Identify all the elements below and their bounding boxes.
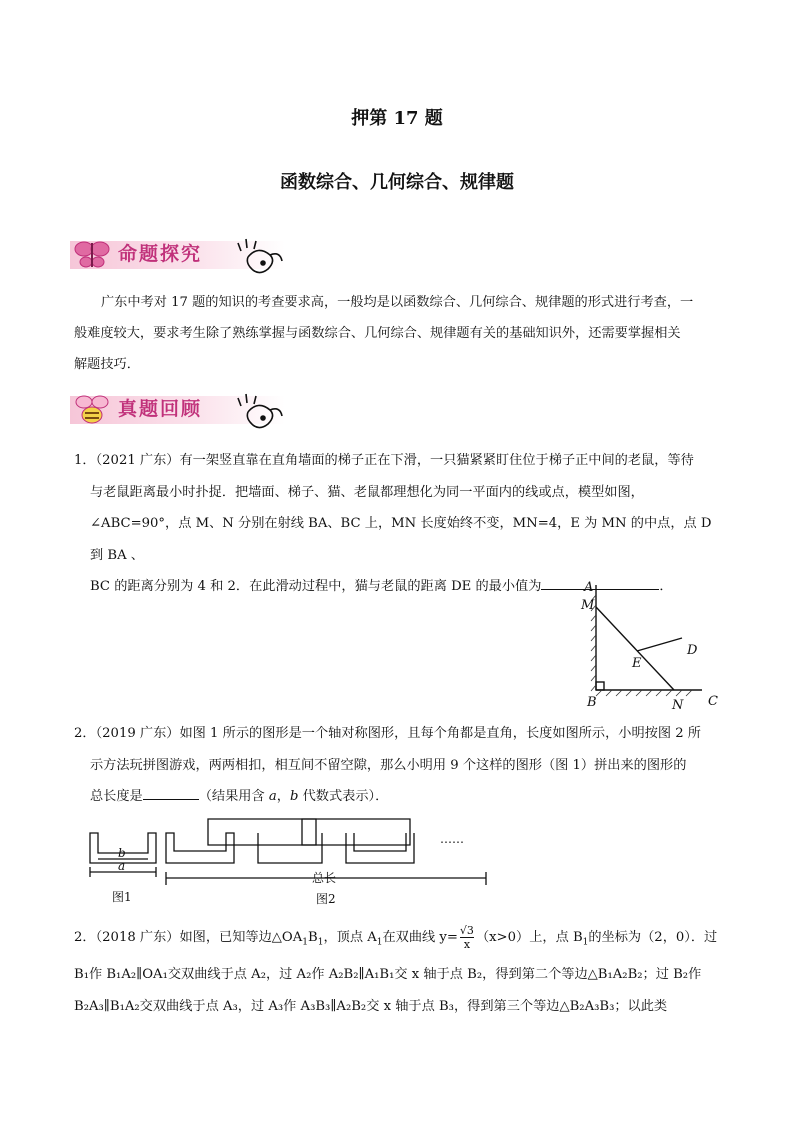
fig2-piece — [166, 833, 234, 863]
q2-line: 2．（2019 广东）如图 1 所示的图形是一个轴对称图形，且每个角都是直角，长度如图所示，小明按图 2 所 — [74, 726, 701, 741]
label-a: a — [118, 859, 126, 873]
q3-text: B — [308, 930, 318, 945]
q1-line: ∠ABC=90°，点 M、N 分别在射线 BA、BC 上，MN 长度始终不变，MN=4，E 为 MN 的中点，点 D 到 BA 、 — [90, 516, 712, 563]
q3-text: 的坐标为（2，0）．过 — [588, 930, 718, 945]
ladder-line — [596, 607, 674, 690]
ellipsis: …… — [440, 832, 464, 846]
total-label: 总长 — [312, 871, 337, 885]
q3-text: 在双曲线 y= — [382, 930, 458, 945]
label-A: A — [584, 580, 594, 595]
intro-line: 广东中考对 17 题的知识的考查要求高，一般均是以函数综合、几何综合、规律题的形式进行考查，一 — [101, 295, 694, 310]
q3-line: B₂A₃∥B₁A₂交双曲线于点 A₃，过 A₃作 A₃B₃∥A₂B₂交 x 轴于点 B₃，得到第三个等边△B₂A₃B₃；以此类 — [74, 998, 668, 1014]
q1-line: BC 的距离分别为 4 和 2．在此滑动过程中，猫与老鼠的距离 DE 的最小值为 — [90, 579, 542, 594]
comma: ， — [276, 789, 290, 804]
fraction — [460, 924, 474, 951]
fig2-piece — [354, 833, 406, 851]
question-3 — [74, 922, 724, 1022]
fig2-caption: 图2 — [316, 892, 336, 906]
sub: 1 — [302, 937, 309, 948]
q2-line: 代数式表示）． — [298, 789, 389, 804]
fraction-den: x — [463, 938, 471, 951]
intro-line: 般难度较大，要求考生除了熟练掌握与函数综合、几何综合、规律题有关的基础知识外，还需要掌握相关 — [74, 326, 681, 341]
q1-line-end: ． — [659, 579, 673, 594]
page-subtitle: 函数综合、几何综合、规律题 — [280, 172, 514, 193]
section-label: 命题探究 — [118, 243, 203, 265]
intro-paragraph — [74, 287, 724, 380]
q1-line: 1．（2021 广东）有一架竖直靠在直角墙面的梯子正在下滑，一只猫紧紧盯住位于梯子正中间的老鼠，等待 — [74, 453, 694, 468]
answer-blank[interactable] — [143, 785, 199, 800]
var-b: b — [289, 789, 299, 804]
q2-line: （结果用含 — [198, 789, 269, 804]
q3-text: ，顶点 A — [323, 930, 377, 945]
label-b: b — [118, 846, 126, 860]
label-E: E — [632, 656, 642, 671]
page-title: 押第 17 题 — [351, 108, 443, 129]
right-angle-mark — [596, 682, 604, 690]
q2-line: 总长度是 — [90, 789, 143, 804]
section-banner-zhenti — [70, 388, 285, 436]
sub: 1 — [582, 937, 589, 948]
fraction-num: √3 — [459, 924, 474, 937]
label-B: B — [587, 695, 597, 710]
q3-text: （x>0）上，点 B — [475, 930, 583, 945]
fig1-caption: 图1 — [112, 890, 132, 904]
section-label: 真题回顾 — [118, 398, 203, 420]
label-N: N — [672, 698, 684, 713]
intro-line: 解题技巧． — [74, 357, 140, 372]
fig2-piece — [346, 833, 414, 863]
ladder-figure — [572, 575, 732, 715]
section-banner-mingti — [70, 233, 285, 281]
sub: 1 — [317, 937, 324, 948]
fig2-piece — [302, 819, 410, 845]
sub: 1 — [376, 937, 383, 948]
var-a: a — [268, 789, 277, 804]
puzzle-figure — [84, 815, 504, 910]
label-D: D — [687, 643, 698, 658]
fig2-piece — [208, 819, 316, 845]
fig2-piece — [258, 833, 322, 863]
de-line — [637, 638, 682, 651]
question-2 — [74, 718, 724, 813]
q1-line: 与老鼠距离最小时扑捉．把墙面、梯子、猫、老鼠都理想化为同一平面内的线或点，模型如图， — [90, 484, 644, 500]
label-C: C — [708, 694, 718, 709]
q3-text: 2．（2018 广东）如图，已知等边△OA — [74, 930, 303, 945]
label-M: M — [581, 598, 595, 613]
q3-line: B₁作 B₁A₂∥OA₁交双曲线于点 A₂，过 A₂作 A₂B₂∥A₁B₁交 x 轴于点 B₂，得到第二个等边△B₁A₂B₂；过 B₂作 — [74, 967, 702, 983]
q2-line: 示方法玩拼图游戏，两两相扣，相互间不留空隙，那么小明用 9 个这样的图形（图 1）拼出来的图形的 — [90, 757, 687, 773]
